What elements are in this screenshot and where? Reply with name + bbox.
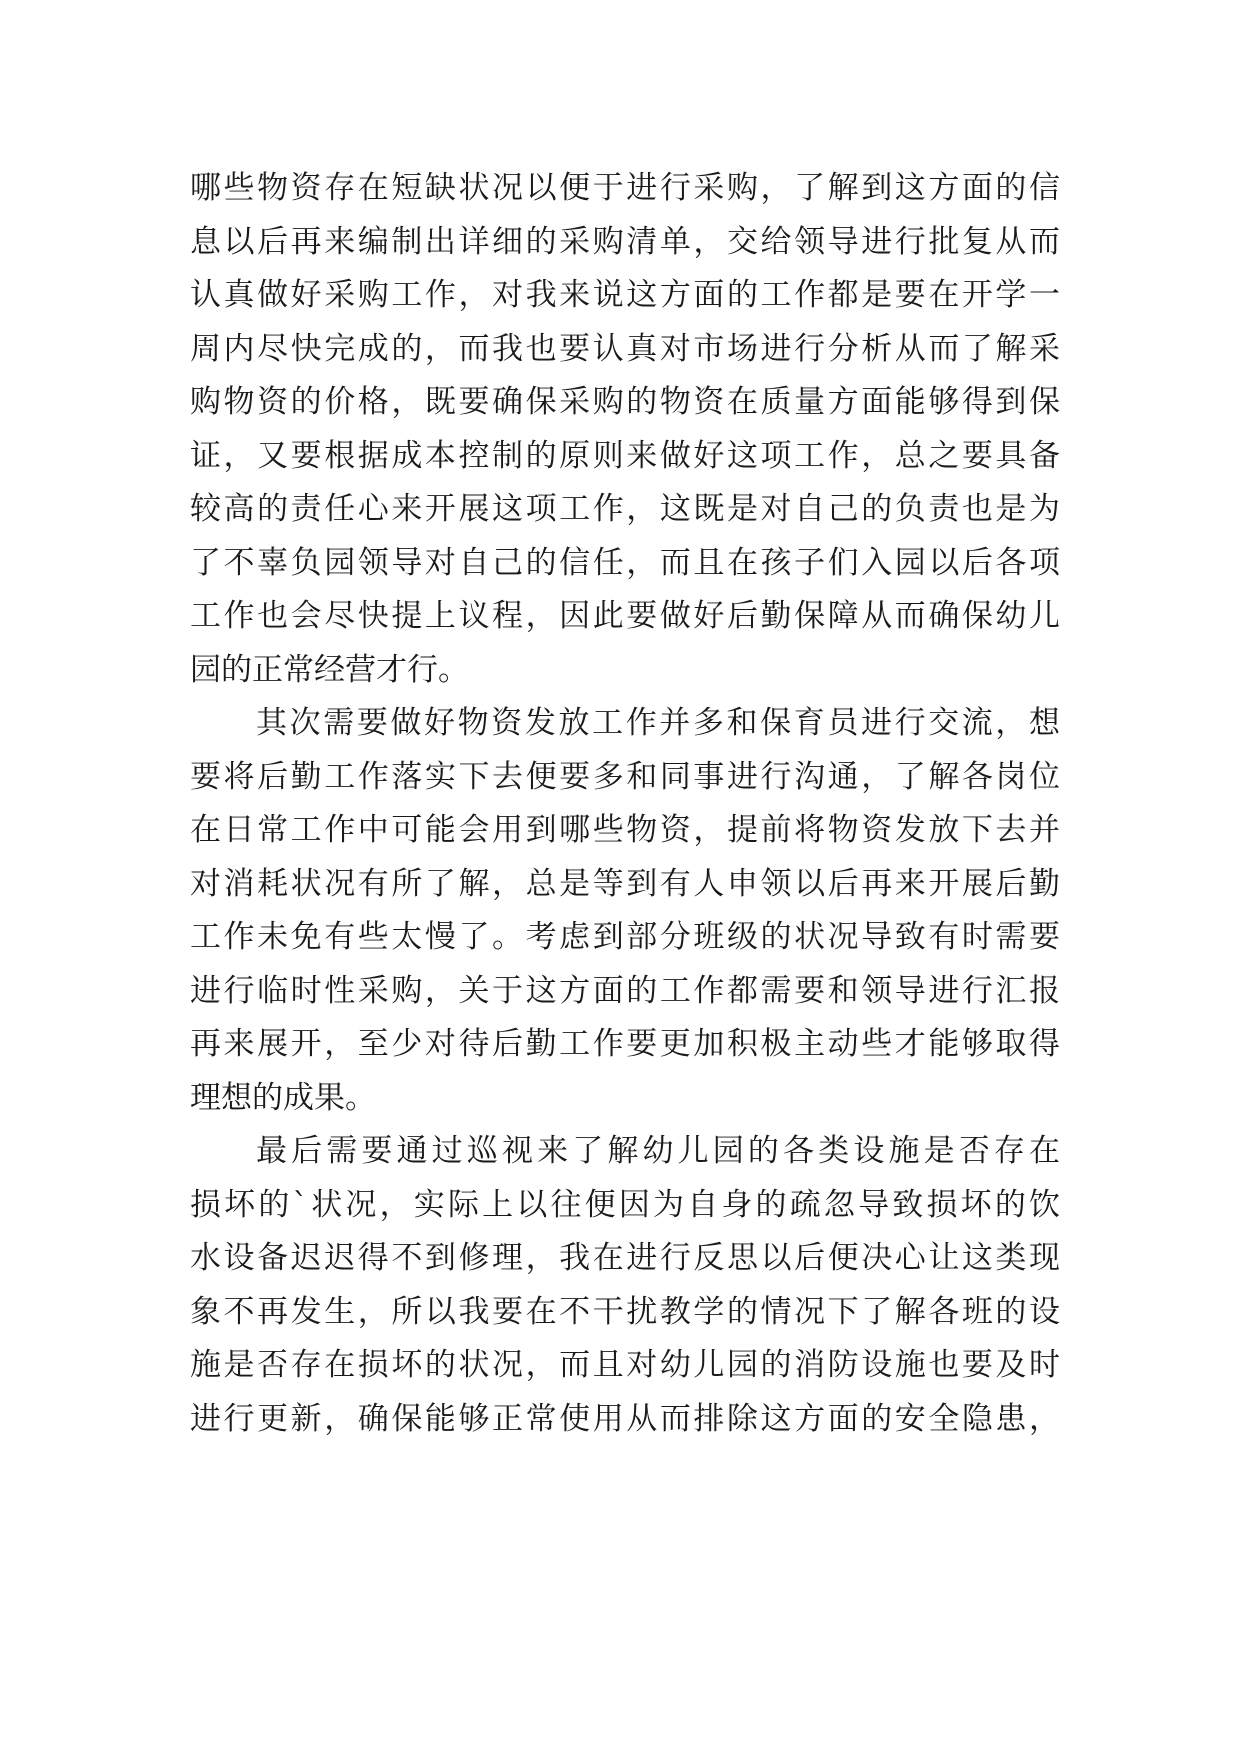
paragraph-2-line-3: 在日常工作中可能会用到哪些物资，提前将物资发放下去并 [190,812,1060,848]
paragraph-3-line-5: 施是否存在损坏的状况，而且对幼儿园的消防设施也要及时 [190,1347,1060,1383]
paragraph-1-line-1: 哪些物资存在短缺状况以便于进行采购，了解到这方面的信 [190,170,1060,206]
paragraph-1-line-4: 周内尽快完成的，而我也要认真对市场进行分析从而了解采 [190,330,1060,367]
paragraph-1-line-7: 较高的责任心来开展这项工作，这既是对自己的负责也是为 [190,491,1060,527]
paragraph-3-line-4: 象不再发生，所以我要在不干扰教学的情况下了解各班的设 [190,1293,1060,1330]
paragraph-1-line-8: 了不辜负园领导对自己的信任，而且在孩子们入园以后各项 [190,544,1060,581]
paragraph-2-line-2: 要将后勤工作落实下去便要多和同事进行沟通，了解各岗位 [190,758,1060,795]
paragraph-3-line-3: 水设备迟迟得不到修理，我在进行反思以后便决心让这类现 [190,1240,1060,1276]
paragraph-2-line-5: 工作未免有些太慢了。考虑到部分班级的状况导致有时需要 [190,919,1060,955]
document-body [190,162,1060,1446]
paragraph-3-line-6: 进行更新，确保能够正常使用从而排除这方面的安全隐患， [190,1400,1060,1437]
paragraph-2-line-7: 再来展开，至少对待后勤工作要更加积极主动些才能够取得 [190,1026,1060,1062]
paragraph-3-line-1: 最后需要通过巡视来了解幼儿园的各类设施是否存在 [256,1133,1060,1169]
paragraph-1-line-10: 园的正常经营才行。 [190,651,469,688]
paragraph-1-line-5: 购物资的价格，既要确保采购的物资在质量方面能够得到保 [190,384,1060,420]
paragraph-1-line-9: 工作也会尽快提上议程，因此要做好后勤保障从而确保幼儿 [190,598,1060,634]
paragraph-1-line-3: 认真做好采购工作，对我来说这方面的工作都是要在开学一 [190,277,1060,313]
paragraph-2-line-1: 其次需要做好物资发放工作并多和保育员进行交流，想 [256,705,1060,741]
paragraph-1-line-6: 证，又要根据成本控制的原则来做好这项工作，总之要具备 [190,437,1060,474]
paragraph-3-line-2: 损坏的`状况，实际上以往便因为自身的疏忽导致损坏的饮 [190,1186,1060,1223]
paragraph-1-line-2: 息以后再来编制出详细的采购清单，交给领导进行批复从而 [190,223,1060,260]
paragraph-2-line-8: 理想的成果。 [190,1079,376,1116]
paragraph-2-line-4: 对消耗状况有所了解，总是等到有人申领以后再来开展后勤 [190,865,1060,902]
paragraph-2-line-6: 进行临时性采购，关于这方面的工作都需要和领导进行汇报 [190,972,1060,1009]
